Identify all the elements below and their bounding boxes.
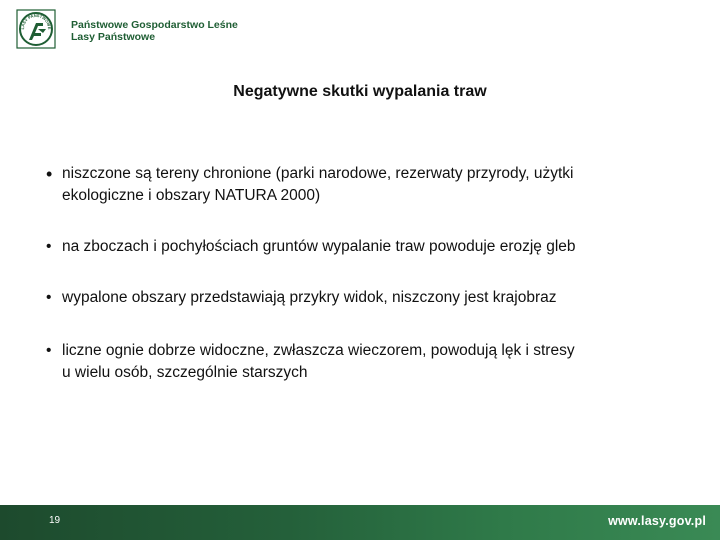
bullet-dot: • bbox=[46, 342, 52, 359]
bullet-1-line-1: niszczone są tereny chronione (parki narodowe, rezerwaty przyrody, użytki bbox=[62, 165, 574, 182]
bullet-4-line-2: u wielu osób, szczególnie starszych bbox=[62, 364, 308, 381]
bullet-dot: • bbox=[46, 238, 52, 255]
bullet-2-line-1: na zboczach i pochyłościach gruntów wypalanie traw powoduje erozję gleb bbox=[62, 238, 576, 255]
brand-line-2: Lasy Państwowe bbox=[71, 31, 156, 43]
lasy-panstwowe-logo-icon bbox=[16, 9, 56, 49]
bullet-1-line-2: ekologiczne i obszary NATURA 2000) bbox=[62, 187, 321, 204]
slide-title: Negatywne skutki wypalania traw bbox=[233, 83, 487, 100]
bullet-item-4 bbox=[46, 340, 686, 384]
bullet-dot: • bbox=[46, 164, 53, 184]
bullet-item-1 bbox=[46, 163, 686, 207]
website-url: www.lasy.gov.pl bbox=[608, 514, 706, 528]
bullet-item-3 bbox=[46, 287, 686, 309]
svg-text:LASY PAŃSTWOWE: LASY PAŃSTWOWE bbox=[19, 12, 53, 30]
bullet-item-2 bbox=[46, 236, 686, 258]
page-number: 19 bbox=[49, 515, 61, 526]
brand-line-1: Państwowe Gospodarstwo Leśne bbox=[71, 19, 238, 31]
bullet-dot: • bbox=[46, 289, 52, 306]
bullet-3-line-1: wypalone obszary przedstawiają przykry widok, niszczony jest krajobraz bbox=[62, 289, 557, 306]
brand-name bbox=[71, 19, 238, 43]
footer-bar bbox=[0, 505, 720, 540]
bullet-4-line-1: liczne ognie dobrze widoczne, zwłaszcza wieczorem, powodują lęk i stresy bbox=[62, 342, 575, 359]
